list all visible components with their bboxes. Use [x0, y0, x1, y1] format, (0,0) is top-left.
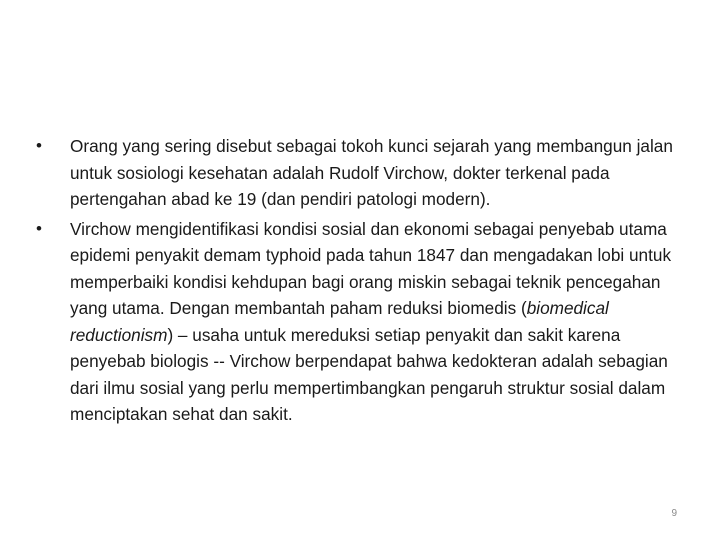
bullet-text [70, 219, 671, 425]
bullet-marker: • [36, 218, 42, 238]
bullet-item-virchow-intro [36, 133, 686, 213]
bullet-list [36, 133, 686, 431]
bullet-text: Orang yang sering disebut sebagai tokoh kunci sejarah yang membangun jalan untuk sosiologi kesehatan adalah Rudolf Virchow, dokter terkenal pada pertengahan abad ke 19 (dan pendiri patologi modern). [70, 136, 673, 209]
bullet-text-italic-term: biomedical reductionism [70, 298, 609, 345]
bullet-item-virchow-argument [36, 216, 686, 428]
bullet-text-after: ) – usaha untuk mereduksi setiap penyakit dan sakit karena penyebab biologis -- Virchow berpendapat bahwa kedokteran adalah sebagian dari ilmu sosial yang perlu mempertimbangkan pengaruh struktur sosial dalam menciptakan sehat dan sakit. [70, 324, 668, 424]
bullet-marker: • [36, 136, 42, 155]
bullet-text-before: Virchow mengidentifikasi kondisi sosial dan ekonomi sebagai penyebab utama epidemi penyakit demam typhoid pada tahun 1847 dan mengadakan lobi untuk memperbaiki kondisi kehdupan bagi orang miskin sebagai teknik pencegahan yang utama. Dengan membantah paham reduksi biomedis ( [70, 218, 672, 318]
slide-number: 9 [671, 508, 677, 519]
